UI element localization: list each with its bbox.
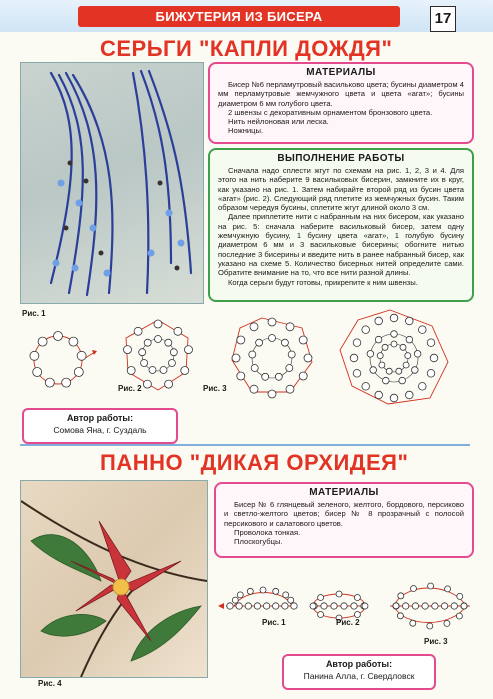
bead [422, 603, 428, 609]
bead [396, 368, 402, 374]
bead [247, 588, 253, 594]
bead [149, 367, 156, 374]
panel-fig2-label: Рис. 2 [336, 618, 360, 627]
bead [400, 344, 406, 350]
bead [134, 327, 142, 335]
bead [281, 339, 288, 346]
bead [288, 351, 295, 358]
earrings-materials-panel [208, 62, 474, 144]
bead [185, 346, 193, 354]
bead [393, 603, 399, 609]
author-name: Сомова Яна, г. Суздаль [53, 425, 147, 435]
fig4-label: Рис. 4 [38, 679, 62, 688]
bead [441, 603, 447, 609]
earrings-work-panel [208, 148, 474, 302]
page-number: 17 [430, 6, 456, 32]
bead [260, 587, 266, 593]
earrings-author-box [22, 408, 178, 444]
bead [288, 597, 294, 603]
bead [263, 603, 269, 609]
bead [430, 354, 438, 362]
materials-line: Проволока тонкая. [234, 527, 301, 537]
bead [406, 336, 413, 343]
work-paragraph: Когда серьги будут готовы, прикрепите к ним швензы. [228, 277, 418, 287]
bead [375, 317, 383, 325]
bead [268, 390, 276, 398]
bead [403, 603, 409, 609]
bead [367, 351, 374, 358]
bead [232, 354, 240, 362]
section-divider [20, 444, 470, 446]
bead [304, 354, 312, 362]
materials-text [210, 78, 472, 138]
bead [143, 380, 151, 388]
bead [331, 603, 337, 609]
bead [127, 367, 135, 375]
bead [77, 351, 86, 360]
bead [154, 320, 162, 328]
bead [406, 317, 414, 325]
bead [283, 592, 289, 598]
bead [275, 373, 282, 380]
bead [461, 603, 467, 609]
bead [62, 378, 71, 387]
bead [291, 603, 297, 609]
bead [144, 339, 151, 346]
materials-line: Ножницы. [228, 126, 264, 136]
bead [165, 380, 173, 388]
bead [237, 592, 243, 598]
bead [391, 341, 397, 347]
work-paragraph: Далее приплетите нити с набранным на них бисером, как указано на рис. 5: сначала наберите васильковый бисер, затем одну жемчужную бусину, 1 бусину цвета «агат», 1 голубую бусину диаметром 6 мм и 3 васильковые бисерины; обогните нитью последние 3 бисерины и введите нить в ранее набранный бисер, как указано на схеме 5. Количество бисерных нитей определите сами. Обратите внимание на то, что все нити разной длины. [218, 212, 464, 278]
bead [310, 603, 316, 609]
bead [350, 354, 358, 362]
author-name: Панина Алла, г. Свердловск [303, 671, 415, 681]
bead [375, 391, 383, 399]
earrings-photo [20, 62, 204, 304]
bead [351, 603, 357, 609]
bead [419, 326, 427, 334]
bead [399, 377, 406, 384]
bead [412, 367, 419, 374]
bead [282, 603, 288, 609]
materials-line: Нить нейлоновая или леска. [228, 117, 329, 127]
panel-fig3-label: Рис. 3 [424, 637, 448, 646]
bead [403, 362, 409, 368]
bead [390, 314, 398, 322]
bead [398, 593, 404, 599]
materials-line: Бисер № 6 глянцевый зеленого, желтого, бордового, персиково и светло-желтого цветов; бисер № 8 прозрачный с полосой персикового и салатового цветов. [224, 500, 464, 528]
bead [273, 588, 279, 594]
orchid-photo [20, 480, 208, 678]
bead [336, 591, 342, 597]
bead [427, 370, 435, 378]
bead [321, 603, 327, 609]
materials-line: Бисер №6 перламутровый васильково цвета; бусины диаметром 4 мм перламутровые жемчужного цвета и цвета «агат»; бусины диаметром 6 мм голубого цвета. [218, 80, 464, 108]
bead [362, 326, 370, 334]
earrings-diagrams [10, 300, 480, 408]
bead [251, 365, 258, 372]
bead [262, 373, 269, 380]
bead [419, 383, 427, 391]
bead [236, 603, 242, 609]
diagram-fig3 [232, 318, 312, 392]
bead [428, 583, 434, 589]
bead [391, 331, 398, 338]
bead [457, 593, 463, 599]
fig1-label: Рис. 1 [22, 309, 46, 318]
work-text [210, 164, 472, 289]
bead [286, 323, 294, 331]
bead [427, 339, 435, 347]
bead [341, 603, 347, 609]
bead [249, 351, 256, 358]
bead [33, 368, 42, 377]
earrings-illustration [21, 63, 203, 303]
orchid-illustration [21, 481, 207, 677]
bead [54, 332, 63, 341]
bead [432, 603, 438, 609]
bead [286, 365, 293, 372]
fig2-label: Рис. 2 [118, 384, 142, 393]
bead [269, 335, 276, 342]
bead [38, 337, 47, 346]
bead [155, 336, 162, 343]
bead [45, 378, 54, 387]
bead [227, 603, 233, 609]
bead [410, 620, 416, 626]
bead [165, 339, 172, 346]
earrings-title: СЕРЬГИ "КАПЛИ ДОЖДЯ" [100, 36, 393, 61]
bead [299, 372, 307, 380]
bead [414, 351, 421, 358]
bead [354, 595, 360, 601]
bead [353, 339, 361, 347]
bead [318, 595, 324, 601]
bead [160, 367, 167, 374]
work-heading: ВЫПОЛНЕНИЕ РАБОТЫ [277, 153, 405, 164]
bead [254, 603, 260, 609]
bead [245, 603, 251, 609]
bead [232, 597, 238, 603]
bead [362, 603, 368, 609]
bead [250, 385, 258, 393]
fig3-label: Рис. 3 [203, 384, 227, 393]
panel-materials-text [216, 498, 472, 548]
bead [377, 353, 383, 359]
work-paragraph: Сначала надо сплести жгут по схемам на рис. 1, 2, 3 и 4. Для этого на нить наберите 9 васильковых бисерин, замкните их в круг, как указано на рис. 1. Затем набирайте второй ряд из бусин цвета «агат» (рис. 2). Следующий ряд плетите из жемчужных бусин. Таким образом чередуя бусины, сплетите жгут длиной около 3 см. [218, 166, 464, 213]
panel-author-box [282, 654, 436, 690]
bead [30, 351, 39, 360]
bead [411, 586, 417, 592]
bead [74, 368, 83, 377]
bead [237, 372, 245, 380]
bead [386, 368, 392, 374]
bead [456, 613, 462, 619]
bead [383, 377, 390, 384]
bead [375, 336, 382, 343]
bead [370, 367, 377, 374]
panel-materials-panel [214, 482, 474, 558]
bead [362, 383, 370, 391]
bead [397, 613, 403, 619]
bead [286, 385, 294, 393]
panel-materials-heading: МАТЕРИАЛЫ [309, 487, 379, 498]
materials-line: Плоскогубцы. [234, 537, 283, 547]
bead [237, 336, 245, 344]
bead [181, 367, 189, 375]
bead [139, 349, 146, 356]
bead [354, 612, 360, 618]
section-header: БИЖУТЕРИЯ ИЗ БИСЕРА [78, 6, 400, 27]
bead [256, 339, 263, 346]
bead [444, 620, 450, 626]
bead [268, 318, 276, 326]
materials-heading: МАТЕРИАЛЫ [306, 67, 376, 78]
bead [379, 362, 385, 368]
bead [412, 603, 418, 609]
bead [318, 612, 324, 618]
bead [451, 603, 457, 609]
bead [427, 623, 433, 629]
bead [390, 394, 398, 402]
bead [170, 349, 177, 356]
bead [382, 344, 388, 350]
bead [445, 586, 451, 592]
bead [124, 346, 132, 354]
bead [299, 336, 307, 344]
bead [353, 370, 361, 378]
bead [141, 360, 148, 367]
bead [250, 323, 258, 331]
bead [69, 337, 78, 346]
materials-line: 2 швензы с декоративным орнаментом бронзового цвета. [228, 107, 433, 117]
bead [405, 353, 411, 359]
bead [406, 391, 414, 399]
bead [273, 603, 279, 609]
panel-title: ПАННО "ДИКАЯ ОРХИДЕЯ" [100, 450, 409, 475]
author-label: Автор работы: [66, 413, 134, 423]
author-label: Автор работы: [325, 659, 393, 669]
bead [174, 327, 182, 335]
bead [168, 360, 175, 367]
panel-fig1-label: Рис. 1 [262, 618, 286, 627]
